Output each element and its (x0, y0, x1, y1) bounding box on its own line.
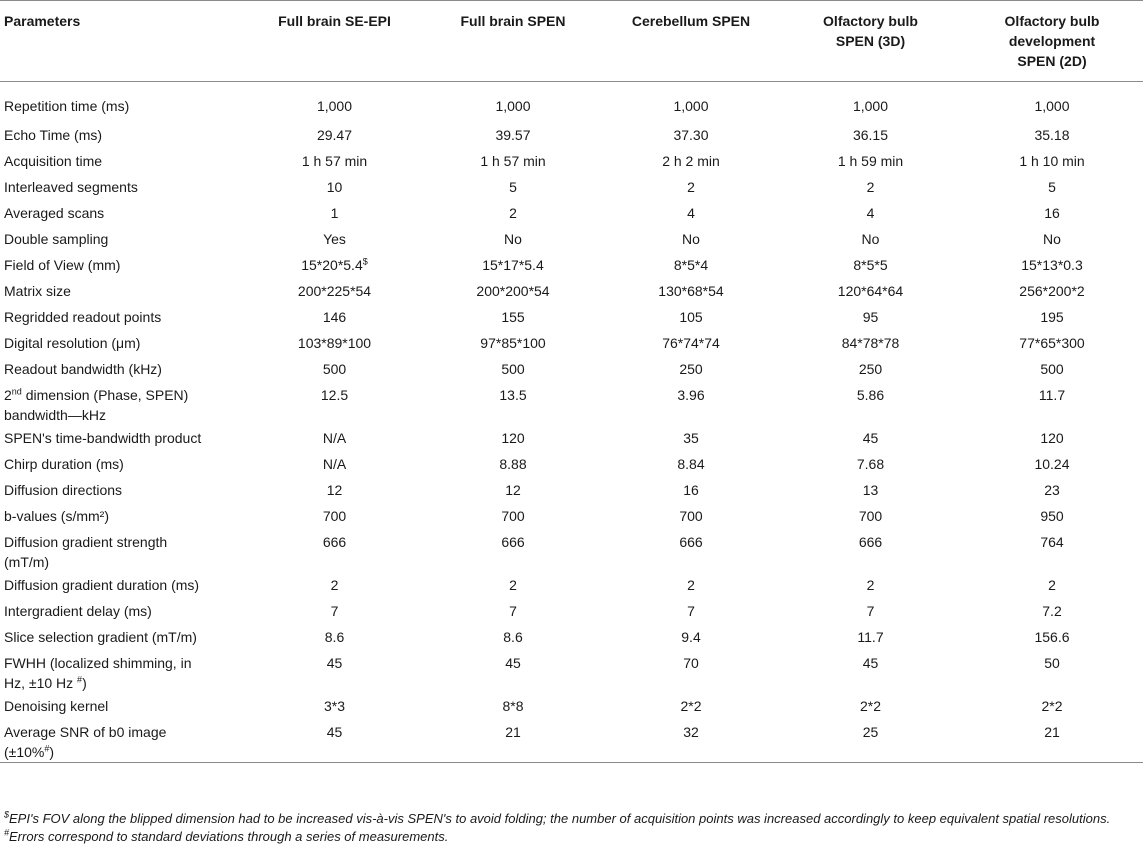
param-cell: b-values (s/mm²) (4, 507, 110, 524)
value-cell: 2 (687, 576, 695, 593)
param-cell: Diffusion directions (4, 481, 123, 498)
value-cell: 500 (322, 360, 347, 377)
param-text: 2 (4, 386, 12, 403)
value-cell: 250 (679, 360, 703, 377)
footnote-text: EPI's FOV along the blipped dimension had to be increased vis-à-vis SPEN's to avoid folding; the number of acquisition points was increased accordingly to keep equivalent spatial resolutions. (9, 811, 1111, 826)
value-cell: 70 (683, 654, 699, 671)
value-cell: 8*5*5 (853, 256, 888, 273)
value-cell: 666 (501, 533, 525, 550)
header-full-brain-spen: Full brain SPEN (424, 1, 602, 82)
param-text-line2: (±10% (4, 743, 45, 760)
value-cell: 76*74*74 (662, 334, 720, 351)
table-row (0, 598, 1143, 624)
header-parameters: Parameters (0, 1, 245, 82)
value-cell: 146 (322, 308, 347, 325)
table-row (0, 451, 1143, 477)
value-cell: 2*2 (1041, 697, 1063, 714)
value-cell: 25 (780, 719, 961, 763)
value-cell: 2 h 2 min (662, 152, 720, 169)
value-cell: 156.6 (1034, 628, 1070, 645)
header-line: development (1008, 33, 1096, 49)
table-row (0, 356, 1143, 382)
value-cell: 11.7 (857, 628, 884, 645)
footnote-marker: $ (4, 809, 10, 820)
value-cell: 13 (862, 481, 879, 498)
value-cell: 666 (679, 533, 703, 550)
value-cell: 5 (1048, 178, 1056, 195)
table-row (0, 503, 1143, 529)
value-cell: 700 (679, 507, 703, 524)
value-cell: 37.30 (673, 126, 709, 143)
value-cell: 84*78*78 (841, 334, 900, 351)
value-cell: 16 (1044, 204, 1060, 221)
value-cell: 35.18 (1034, 126, 1070, 143)
header-olfactory-bulb-development-spen-2d (961, 1, 1143, 82)
header-line: Olfactory bulb (1004, 13, 1100, 29)
value-cell: 1,000 (316, 98, 353, 114)
table-body (0, 82, 1143, 763)
table-row (0, 650, 1143, 693)
value-cell: 500 (501, 360, 525, 377)
value-cell: 700 (322, 507, 347, 524)
value-cell: 29.47 (316, 126, 353, 143)
value-cell: 8*5*4 (673, 256, 709, 273)
table-row (0, 252, 1143, 278)
value-cell: 77*65*300 (1019, 334, 1085, 351)
value-cell: 105 (679, 308, 703, 325)
value-cell: No (682, 230, 700, 247)
table-row (0, 719, 1143, 763)
value-cell: 5 (509, 178, 517, 195)
value-cell: 32 (602, 719, 780, 763)
param-text-line2: bandwidth—kHz (4, 406, 106, 423)
header-row (0, 1, 1143, 82)
param-cell: Denoising kernel (4, 697, 109, 714)
value-cell: 8*8 (502, 697, 524, 714)
value-cell: 1 h 10 min (1019, 152, 1085, 169)
value-cell: 666 (322, 533, 347, 550)
value-cell: 8.6 (324, 628, 345, 645)
param-cell: Matrix size (4, 282, 71, 299)
value-cell: 95 (862, 308, 879, 325)
value-cell: 155 (501, 308, 525, 325)
value-cell: 2 (687, 178, 695, 195)
param-text: Diffusion gradient strength (4, 533, 168, 550)
value-cell: 16 (683, 481, 699, 498)
value-cell: 7 (687, 602, 695, 619)
value-cell: No (504, 230, 522, 247)
value-text: 15*20*5.4 (301, 256, 363, 273)
value-cell: 7.2 (1042, 602, 1062, 619)
value-cell: 35 (683, 429, 699, 446)
value-cell: 2*2 (859, 697, 882, 714)
value-cell: 700 (501, 507, 525, 524)
value-cell: 21 (424, 719, 602, 763)
value-cell: 1 (330, 204, 339, 221)
param-cell (0, 719, 245, 763)
table-row (0, 304, 1143, 330)
table-row (0, 226, 1143, 252)
value-cell (245, 252, 424, 278)
value-cell: 200*225*54 (297, 282, 372, 299)
param-cell: Double sampling (4, 230, 109, 247)
value-cell: 7 (866, 602, 875, 619)
param-cell: Regridded readout points (4, 308, 162, 325)
param-text: FWHH (localized shimming, in (4, 654, 192, 671)
value-cell: 11.7 (1038, 386, 1066, 403)
header-cerebellum-spen: Cerebellum SPEN (602, 1, 780, 82)
value-cell: 45 (862, 654, 879, 671)
value-cell: 4 (866, 204, 875, 221)
param-cell: Averaged scans (4, 204, 105, 221)
value-cell: 3.96 (677, 386, 705, 403)
table-row (0, 82, 1143, 122)
param-cell: Diffusion gradient duration (ms) (4, 576, 200, 593)
table-row (0, 382, 1143, 425)
table-row (0, 200, 1143, 226)
value-cell: 45 (862, 429, 879, 446)
value-cell: 1,000 (673, 98, 709, 114)
header-full-brain-se-epi: Full brain SE-EPI (245, 1, 424, 82)
value-cell: 12 (505, 481, 521, 498)
value-cell: 2 (330, 576, 339, 593)
param-text: ) (49, 743, 55, 760)
value-cell: 7 (330, 602, 339, 619)
value-cell: 12.5 (320, 386, 349, 403)
value-cell: 700 (858, 507, 883, 524)
value-cell: 97*85*100 (480, 334, 546, 351)
param-cell: Digital resolution (μm) (4, 334, 141, 351)
header-line: SPEN (3D) (835, 33, 906, 49)
footnote-marker: # (4, 827, 10, 838)
value-cell: 1,000 (1034, 98, 1070, 114)
table-row (0, 330, 1143, 356)
value-cell: 45 (245, 719, 424, 763)
value-cell: 1 h 57 min (480, 152, 546, 169)
param-cell (0, 650, 245, 693)
header-line: SPEN (2D) (1017, 53, 1087, 69)
param-text: ) (82, 674, 87, 691)
param-cell: Echo Time (ms) (4, 126, 103, 143)
value-cell: 500 (1040, 360, 1064, 377)
table-row (0, 425, 1143, 451)
value-cell: Yes (323, 230, 346, 247)
value-cell: 120 (501, 429, 525, 446)
param-cell: Interleaved segments (4, 178, 138, 195)
footnote-marker: # (44, 742, 50, 753)
value-cell: 12 (326, 481, 343, 498)
param-cell: Intergradient delay (ms) (4, 602, 152, 619)
value-cell: 7 (509, 602, 517, 619)
value-cell: 4 (687, 204, 695, 221)
value-cell: 23 (1044, 481, 1060, 498)
value-cell: 666 (858, 533, 883, 550)
value-cell: 2*2 (680, 697, 702, 714)
superscript: nd (11, 385, 22, 396)
value-cell: N/A (322, 455, 347, 472)
param-cell: Repetition time (ms) (4, 98, 130, 114)
value-cell: 2 (866, 178, 875, 195)
value-cell: 1,000 (852, 98, 889, 114)
table-row (0, 624, 1143, 650)
param-text: dimension (Phase, SPEN) (21, 386, 189, 403)
value-cell: 8.88 (499, 455, 527, 472)
param-text-line2: Hz, ±10 Hz (4, 674, 78, 691)
value-cell: 3*3 (323, 697, 346, 714)
value-cell: 256*200*2 (1019, 282, 1085, 299)
value-cell: No (861, 230, 880, 247)
value-cell: 103*89*100 (297, 334, 372, 351)
value-cell: 50 (1044, 654, 1060, 671)
value-cell: 39.57 (495, 126, 531, 143)
value-cell: No (1043, 230, 1061, 247)
param-cell: Slice selection gradient (mT/m) (4, 628, 197, 645)
param-cell: Chirp duration (ms) (4, 455, 124, 472)
table-row (0, 174, 1143, 200)
value-cell: 21 (961, 719, 1143, 763)
value-cell: 2 (866, 576, 875, 593)
table-row (0, 148, 1143, 174)
value-cell: 764 (1040, 533, 1064, 550)
value-cell: 10 (326, 178, 343, 195)
footnote-marker: $ (362, 255, 368, 266)
value-cell: 8.84 (677, 455, 705, 472)
value-cell: 9.4 (681, 628, 701, 645)
value-cell: 45 (326, 654, 343, 671)
value-cell: 7.68 (856, 455, 885, 472)
value-cell: 950 (1040, 507, 1064, 524)
value-cell: 250 (858, 360, 883, 377)
table-row (0, 572, 1143, 598)
value-cell: 195 (1040, 308, 1064, 325)
value-cell: N/A (322, 429, 347, 446)
param-cell (0, 382, 245, 425)
table-row (0, 477, 1143, 503)
param-cell: Readout bandwidth (kHz) (4, 360, 162, 377)
value-cell: 200*200*54 (476, 282, 550, 299)
value-cell: 15*13*0.3 (1021, 256, 1083, 273)
value-cell: 2 (1048, 576, 1056, 593)
value-cell: 5.86 (856, 386, 885, 403)
param-cell: SPEN's time-bandwidth product (4, 429, 202, 446)
table-row (0, 529, 1143, 572)
header-line: Olfactory bulb (823, 13, 918, 29)
table-footnote (4, 810, 1139, 846)
value-cell: 45 (505, 654, 521, 671)
param-cell: Acquisition time (4, 152, 103, 169)
table-row (0, 122, 1143, 148)
param-cell: Field of View (mm) (4, 256, 121, 273)
value-cell: 13.5 (499, 386, 527, 403)
table-row (0, 278, 1143, 304)
value-cell: 130*68*54 (658, 282, 724, 299)
table-row (0, 693, 1143, 719)
value-cell: 15*17*5.4 (482, 256, 544, 273)
value-cell: 1 h 59 min (837, 152, 904, 169)
value-cell: 10.24 (1034, 455, 1070, 472)
value-cell: 120*64*64 (837, 282, 904, 299)
value-cell: 36.15 (852, 126, 889, 143)
value-cell: 1,000 (495, 98, 531, 114)
param-text-line2: (mT/m) (4, 553, 50, 570)
header-olfactory-bulb-spen-3d (780, 1, 961, 82)
value-cell: 1 h 57 min (301, 152, 368, 169)
param-cell (0, 529, 245, 572)
value-cell: 8.6 (503, 628, 523, 645)
value-cell: 120 (1040, 429, 1064, 446)
footnote-text: Errors correspond to standard deviations through a series of measurements. (9, 829, 449, 844)
value-cell: 2 (509, 204, 517, 221)
footnote-marker: # (77, 673, 83, 684)
value-cell: 2 (509, 576, 517, 593)
param-text: Average SNR of b0 image (4, 723, 167, 740)
